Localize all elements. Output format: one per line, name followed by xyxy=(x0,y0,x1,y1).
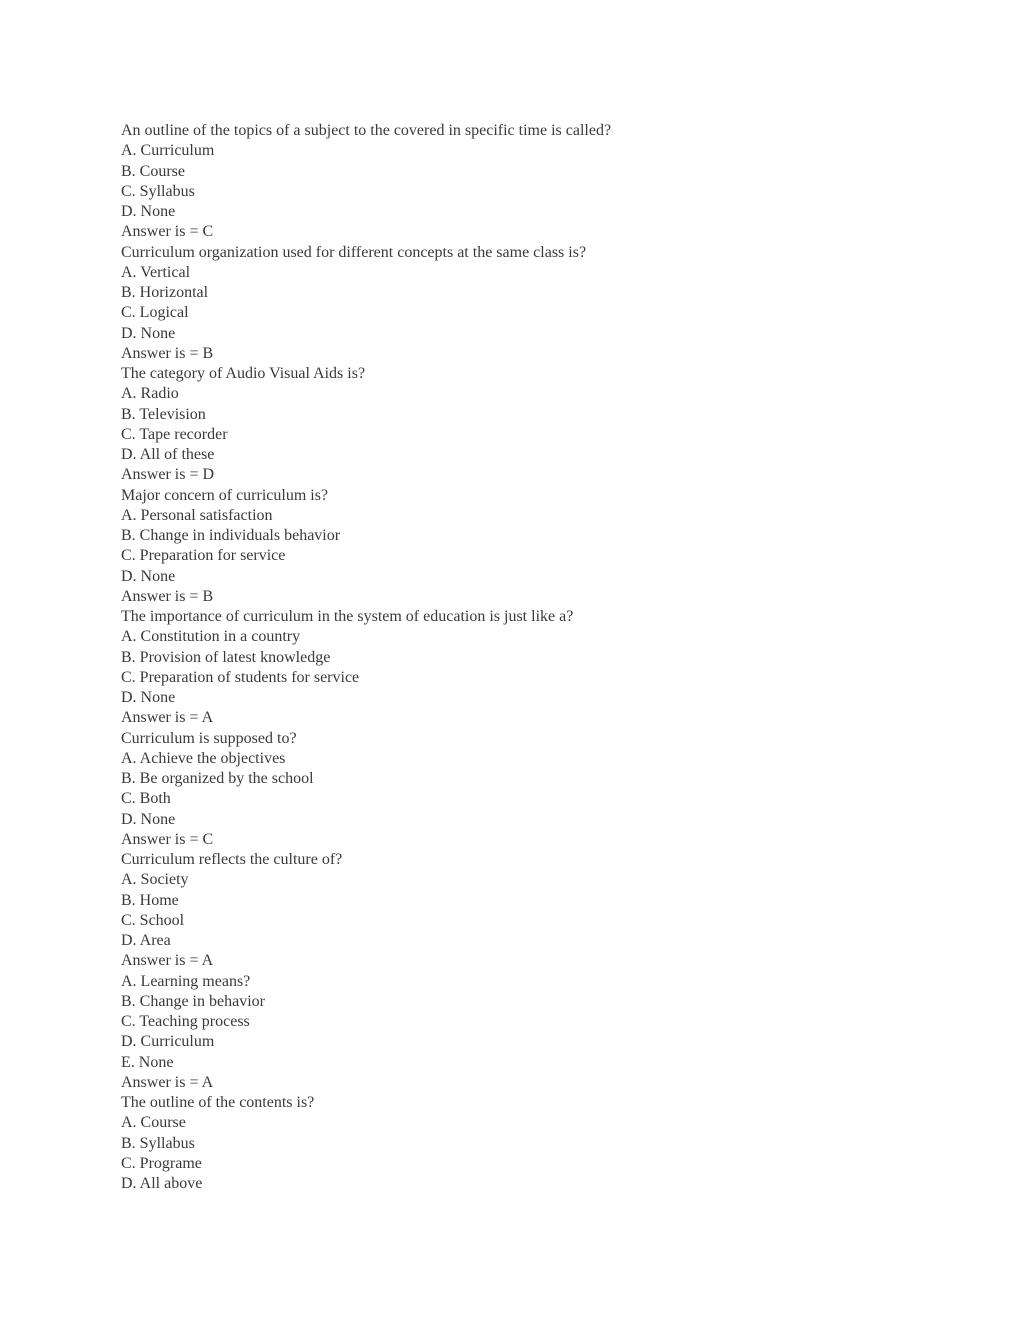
question-8-answer: Answer is = A xyxy=(121,1073,214,1091)
question-5-option-c: C. Preparation of students for service xyxy=(121,668,360,686)
question-7-option-d: D. Area xyxy=(121,932,171,949)
question-1-option-a: A. Curriculum xyxy=(121,142,215,160)
question-2-option-a: A. Vertical xyxy=(121,263,191,281)
question-4-option-d: D. None xyxy=(121,567,176,585)
question-3-text: The category of Audio Visual Aids is? xyxy=(121,365,366,382)
question-1-option-c: C. Syllabus xyxy=(121,182,195,200)
question-7-option-c: C. School xyxy=(121,911,185,929)
question-6-option-d: D. None xyxy=(121,810,176,828)
question-2-text: Curriculum organization used for different concepts at the same class is? xyxy=(121,243,587,261)
question-7-text: Curriculum reflects the culture of? xyxy=(121,851,343,868)
question-4-option-a: A. Personal satisfaction xyxy=(121,506,273,524)
question-3-option-d: D. All of these xyxy=(121,446,215,463)
question-7-answer: Answer is = A xyxy=(121,952,214,970)
question-3-option-a: A. Radio xyxy=(121,385,179,403)
question-8-option-e: E. None xyxy=(121,1053,174,1071)
question-5-option-d: D. None xyxy=(121,689,176,706)
question-6-text: Curriculum is supposed to? xyxy=(121,729,297,747)
question-5-text: The importance of curriculum in the system of education is just like a? xyxy=(121,608,574,625)
question-7-option-b: B. Home xyxy=(121,891,179,909)
question-5-option-a: A. Constitution in a country xyxy=(121,628,301,646)
question-3-option-c: C. Tape recorder xyxy=(121,425,228,443)
question-1-text: An outline of the topics of a subject to the covered in specific time is called? xyxy=(121,122,612,139)
question-3-option-b: B. Television xyxy=(121,405,206,423)
question-7-option-a: A. Society xyxy=(121,871,189,889)
question-9-option-a: A. Course xyxy=(121,1114,186,1132)
question-9-option-c: C. Programe xyxy=(121,1154,202,1172)
question-8-option-c: C. Teaching process xyxy=(121,1013,250,1030)
question-4-option-c: C. Preparation for service xyxy=(121,547,286,565)
question-6-answer: Answer is = C xyxy=(121,830,214,848)
question-6-option-c: C. Both xyxy=(121,790,171,808)
question-8-text: A. Learning means? xyxy=(121,972,251,990)
question-2-option-d: D. None xyxy=(121,324,176,342)
question-9-option-d: D. All above xyxy=(121,1175,203,1192)
question-4-option-b: B. Change in individuals behavior xyxy=(121,527,341,544)
question-1-option-d: D. None xyxy=(121,203,176,220)
question-2-answer: Answer is = B xyxy=(121,344,214,362)
question-5-answer: Answer is = A xyxy=(121,709,214,727)
question-2-option-c: C. Logical xyxy=(121,304,189,322)
question-1-answer: Answer is = C xyxy=(121,223,214,241)
question-6-option-a: A. Achieve the objectives xyxy=(121,749,286,767)
question-8-option-d: D. Curriculum xyxy=(121,1033,215,1051)
question-9-option-b: B. Syllabus xyxy=(121,1134,195,1152)
question-8-option-b: B. Change in behavior xyxy=(121,992,265,1010)
question-1-option-b: B. Course xyxy=(121,162,185,180)
question-3-answer: Answer is = D xyxy=(121,466,215,484)
question-4-text: Major concern of curriculum is? xyxy=(121,486,329,504)
question-9-text: The outline of the contents is? xyxy=(121,1094,315,1111)
question-6-option-b: B. Be organized by the school xyxy=(121,770,314,787)
question-2-option-b: B. Horizontal xyxy=(121,284,209,301)
question-4-answer: Answer is = B xyxy=(121,587,214,605)
mcq-text-block xyxy=(121,121,921,1194)
question-5-option-b: B. Provision of latest knowledge xyxy=(121,648,331,666)
